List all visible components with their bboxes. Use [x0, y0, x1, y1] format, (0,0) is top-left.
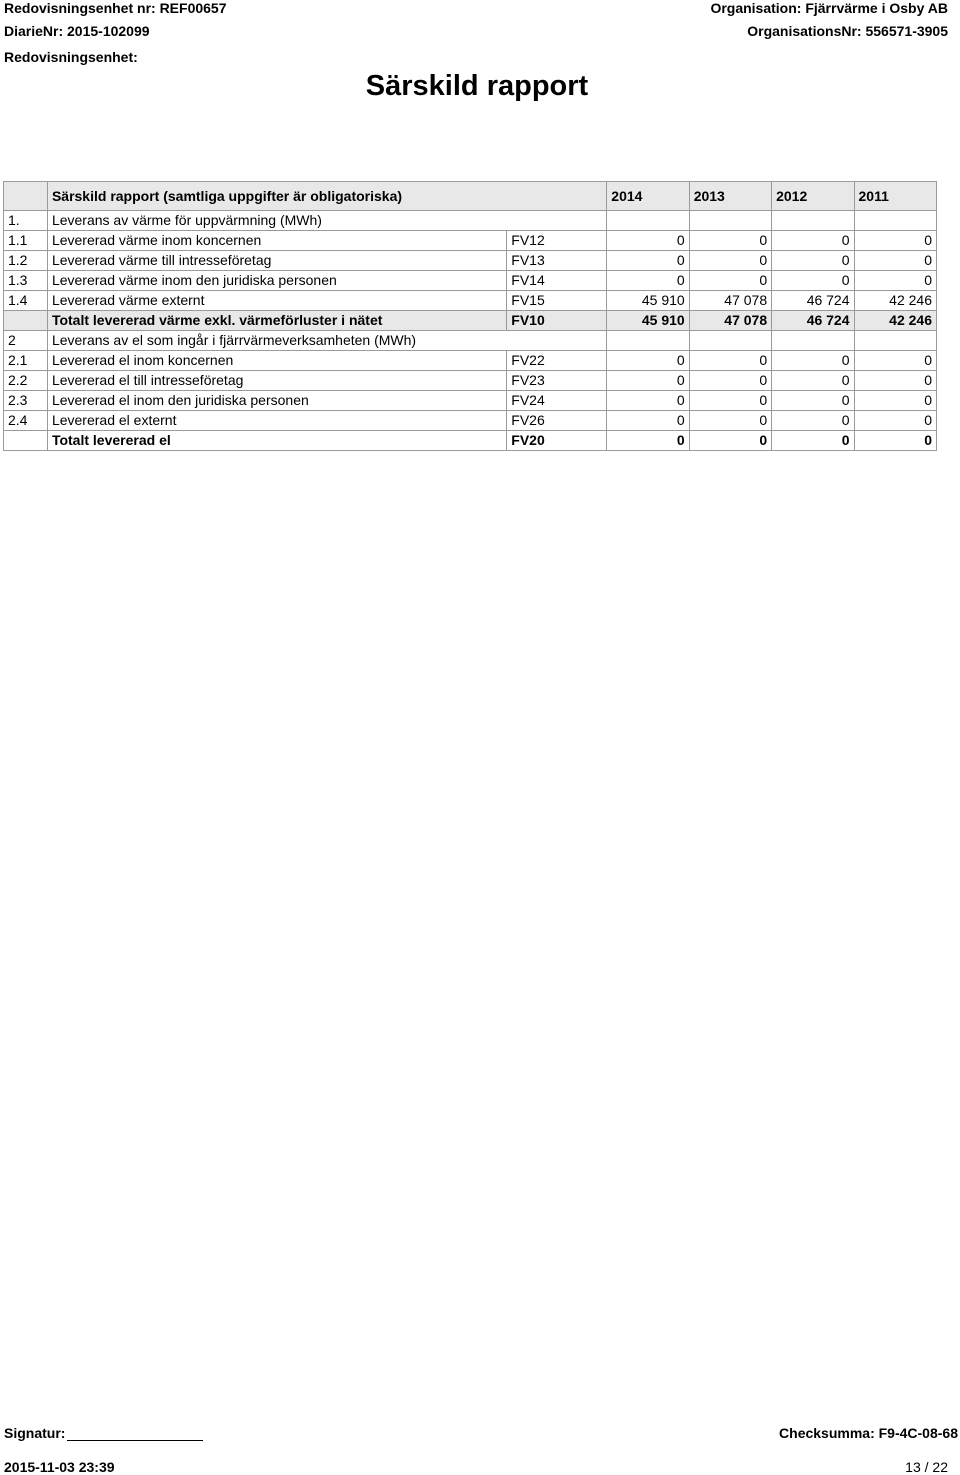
row-value: 0: [689, 351, 771, 371]
row-id: [4, 311, 48, 331]
row-label: Totalt levererad el: [47, 431, 506, 451]
row-value: [607, 211, 689, 231]
row-value: [607, 331, 689, 351]
page-number: 13 / 22: [905, 1459, 948, 1475]
row-value: 42 246: [854, 291, 936, 311]
row-value: 0: [854, 231, 936, 251]
row-id: 2.4: [4, 411, 48, 431]
table-row: [4, 231, 937, 251]
row-label: Leverans av värme för uppvärmning (MWh): [47, 211, 606, 231]
year-header: 2013: [689, 182, 771, 211]
table-row: [4, 351, 937, 371]
row-value: 0: [772, 391, 854, 411]
signature-field: [4, 1425, 203, 1441]
row-code: FV14: [507, 271, 607, 291]
table-row: [4, 371, 937, 391]
row-id: 2: [4, 331, 48, 351]
row-value: 0: [854, 431, 936, 451]
row-code: FV20: [507, 431, 607, 451]
table-row: [4, 411, 937, 431]
row-id: 1.4: [4, 291, 48, 311]
row-value: 0: [607, 351, 689, 371]
row-value: 0: [607, 431, 689, 451]
row-value: 0: [607, 271, 689, 291]
row-value: 0: [689, 411, 771, 431]
year-header: 2011: [854, 182, 936, 211]
row-value: 0: [772, 251, 854, 271]
row-value: 0: [854, 271, 936, 291]
row-label: Levererad el inom koncernen: [47, 351, 506, 371]
row-value: [689, 331, 771, 351]
row-value: 0: [607, 391, 689, 411]
table-row: [4, 291, 937, 311]
row-value: 0: [854, 391, 936, 411]
page-title: Särskild rapport: [365, 70, 589, 102]
row-value: 46 724: [772, 291, 854, 311]
row-value: 0: [607, 371, 689, 391]
organisation-number: OrganisationsNr: 556571-3905: [747, 23, 948, 39]
row-id: 2.2: [4, 371, 48, 391]
row-value: 0: [854, 411, 936, 431]
row-value: [854, 211, 936, 231]
row-value: 0: [689, 371, 771, 391]
row-value: 0: [854, 251, 936, 271]
row-value: 0: [689, 231, 771, 251]
row-label: Leverans av el som ingår i fjärrvärmeverksamheten (MWh): [47, 331, 606, 351]
row-code: FV23: [507, 371, 607, 391]
checksum: Checksumma: F9-4C-08-68: [779, 1425, 958, 1441]
row-value: 46 724: [772, 311, 854, 331]
row-code: FV10: [507, 311, 607, 331]
report-table-body: [4, 182, 937, 451]
row-value: 47 078: [689, 291, 771, 311]
row-label: Totalt levererad värme exkl. värmeförluster i nätet: [47, 311, 506, 331]
year-header: 2014: [607, 182, 689, 211]
row-code: FV24: [507, 391, 607, 411]
row-value: [854, 331, 936, 351]
row-value: 0: [772, 431, 854, 451]
row-value: 42 246: [854, 311, 936, 331]
row-value: [689, 211, 771, 231]
row-value: [772, 211, 854, 231]
section-row: [4, 211, 937, 231]
row-value: 0: [607, 231, 689, 251]
timestamp: 2015-11-03 23:39: [4, 1459, 115, 1475]
total-row: [4, 311, 937, 331]
row-label: Levererad värme externt: [47, 291, 506, 311]
row-code: FV22: [507, 351, 607, 371]
report-table: [3, 181, 937, 451]
row-label: Levererad värme inom koncernen: [47, 231, 506, 251]
row-value: 0: [689, 251, 771, 271]
row-code: FV12: [507, 231, 607, 251]
row-value: 0: [689, 391, 771, 411]
signature-label: Signatur:: [4, 1425, 66, 1441]
row-code: FV13: [507, 251, 607, 271]
report-unit-number: Redovisningsenhet nr: REF00657: [4, 0, 227, 16]
row-id: 1.3: [4, 271, 48, 291]
table-header-row: [4, 182, 937, 211]
row-label: Levererad värme till intresseföretag: [47, 251, 506, 271]
row-value: 0: [854, 351, 936, 371]
row-label: Levererad värme inom den juridiska personen: [47, 271, 506, 291]
row-id: 2.3: [4, 391, 48, 411]
organisation-name: Organisation: Fjärrvärme i Osby AB: [710, 0, 948, 16]
section-row: [4, 331, 937, 351]
row-value: 47 078: [689, 311, 771, 331]
row-value: 0: [689, 271, 771, 291]
report-unit-label: Redovisningsenhet:: [4, 49, 138, 65]
row-value: [772, 331, 854, 351]
table-row: [4, 391, 937, 411]
row-code: FV26: [507, 411, 607, 431]
table-row: [4, 271, 937, 291]
row-value: 45 910: [607, 291, 689, 311]
row-value: 0: [607, 411, 689, 431]
row-label: Levererad el till intresseföretag: [47, 371, 506, 391]
row-value: 0: [854, 371, 936, 391]
row-id: 2.1: [4, 351, 48, 371]
row-id: [4, 431, 48, 451]
row-value: 0: [689, 431, 771, 451]
table-row: [4, 251, 937, 271]
diary-number: DiarieNr: 2015-102099: [4, 23, 150, 39]
total-row: [4, 431, 937, 451]
header-empty-cell: [4, 182, 48, 211]
row-value: 0: [772, 371, 854, 391]
row-value: 45 910: [607, 311, 689, 331]
row-id: 1.: [4, 211, 48, 231]
row-id: 1.2: [4, 251, 48, 271]
row-label: Levererad el externt: [47, 411, 506, 431]
row-value: 0: [607, 251, 689, 271]
row-value: 0: [772, 411, 854, 431]
row-label: Levererad el inom den juridiska personen: [47, 391, 506, 411]
year-header: 2012: [772, 182, 854, 211]
signature-line: [67, 1426, 203, 1441]
row-value: 0: [772, 231, 854, 251]
row-value: 0: [772, 271, 854, 291]
row-id: 1.1: [4, 231, 48, 251]
row-value: 0: [772, 351, 854, 371]
table-heading: Särskild rapport (samtliga uppgifter är obligatoriska): [47, 182, 606, 211]
row-code: FV15: [507, 291, 607, 311]
